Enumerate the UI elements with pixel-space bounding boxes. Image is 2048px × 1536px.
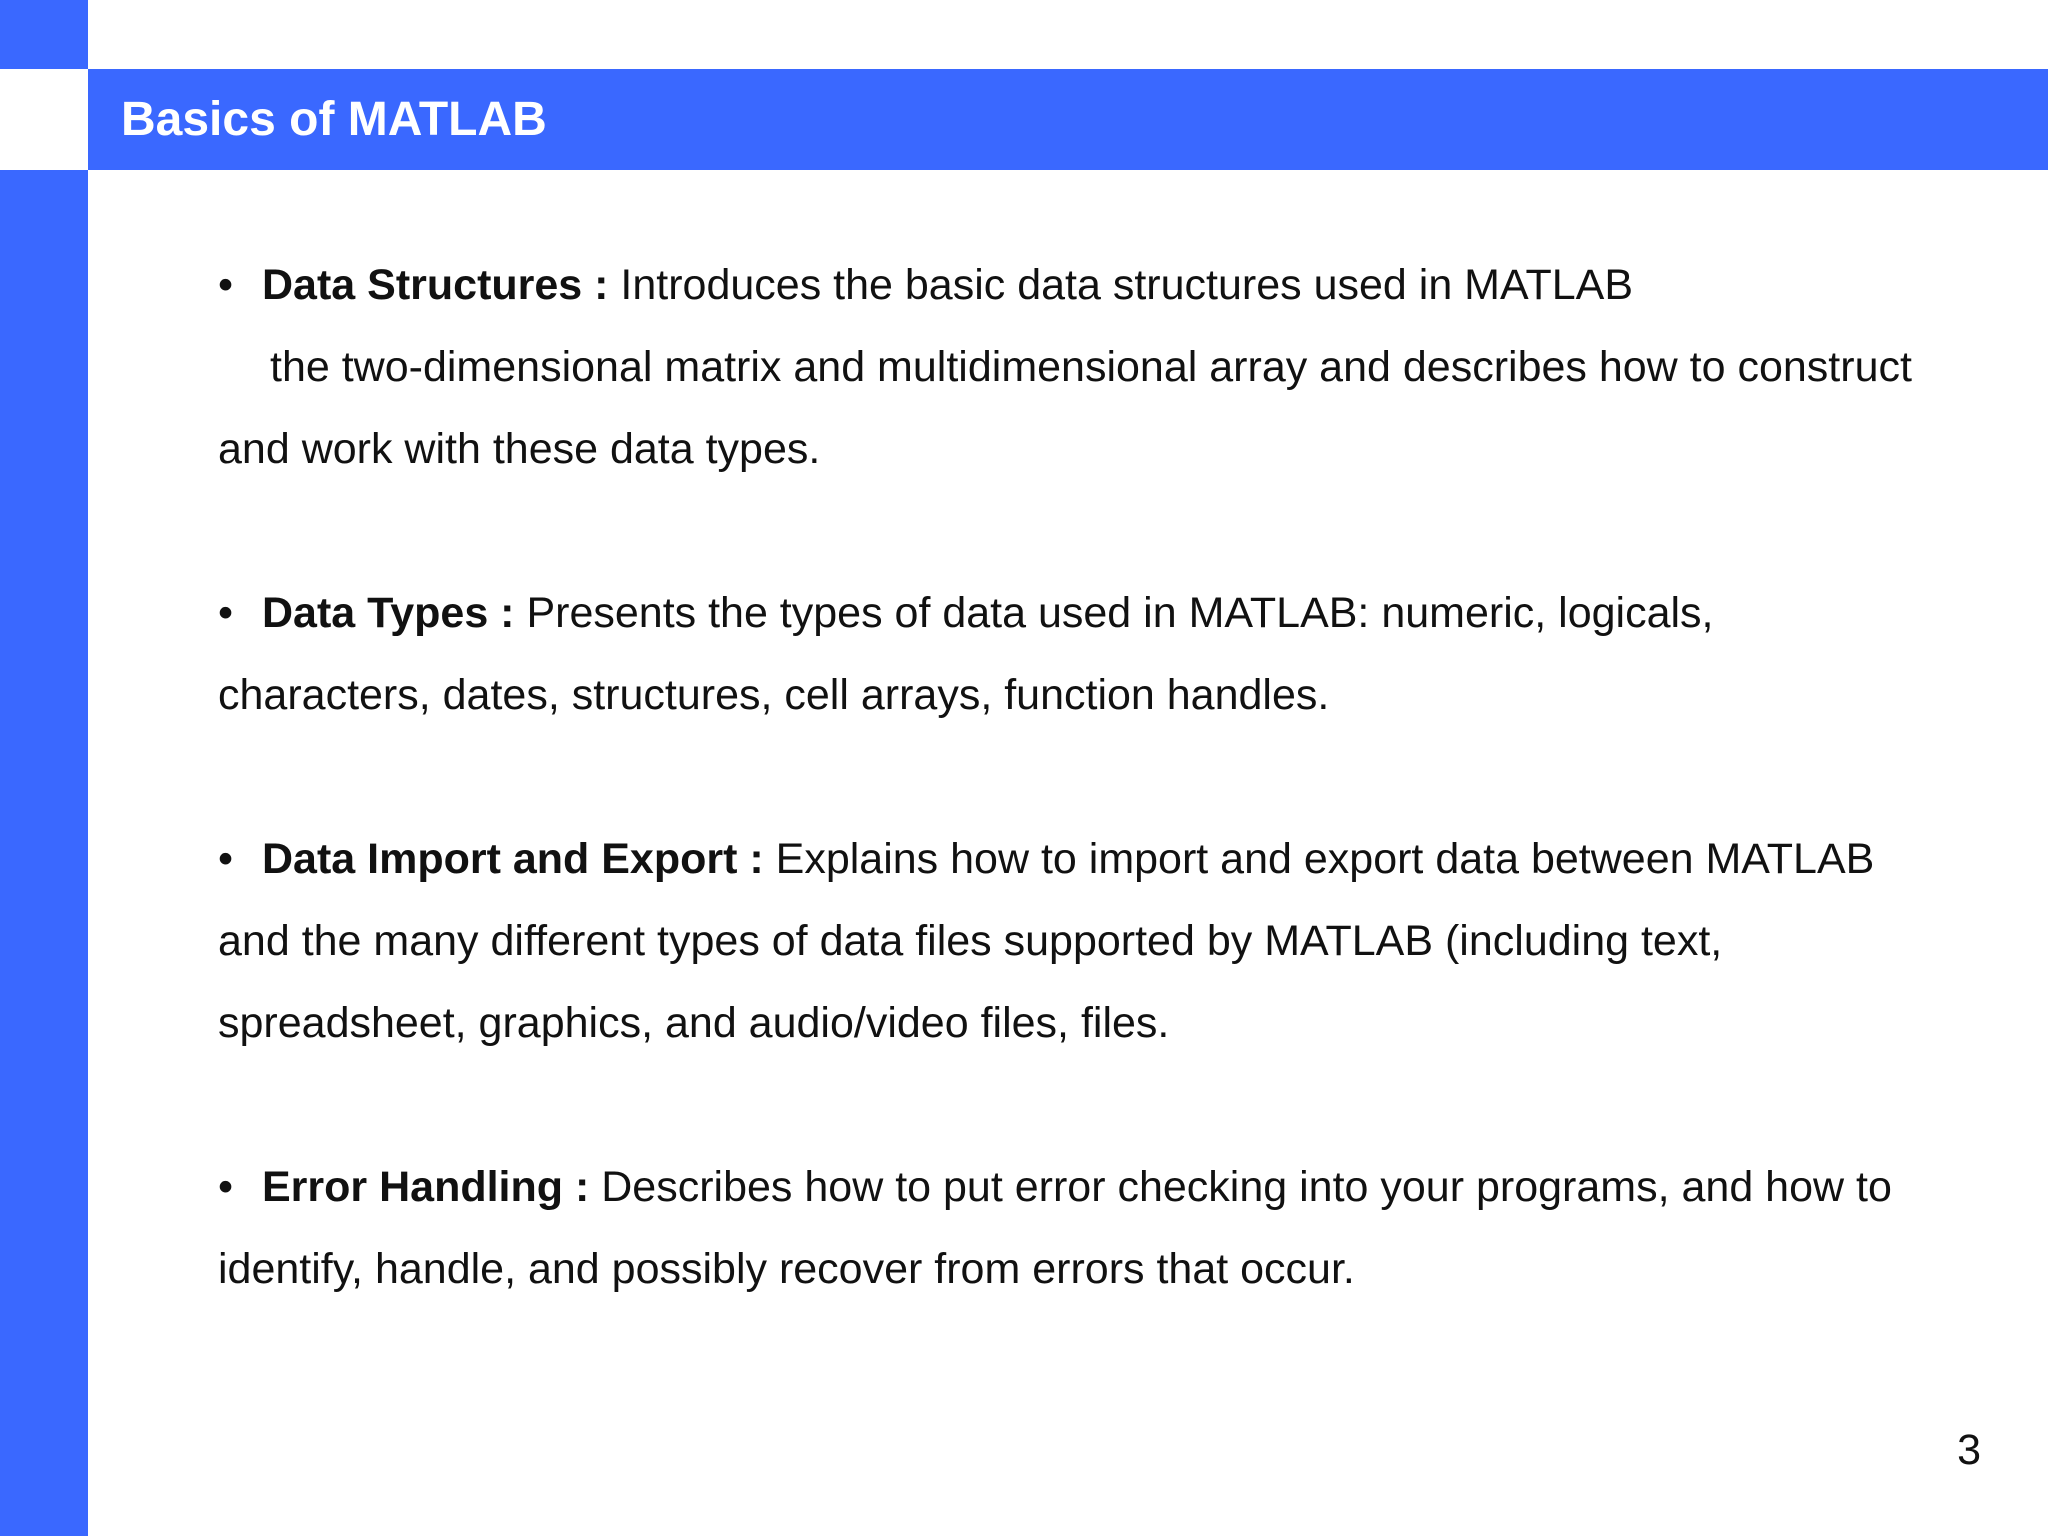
bullet-text: Explains how to import and export data between MATLAB <box>763 835 1875 883</box>
bullet-marker: • <box>218 589 234 637</box>
bullet-data-types <box>218 572 2018 736</box>
bullet-term: Data Types : <box>262 589 515 637</box>
bullet-data-structures <box>218 244 2018 490</box>
bullet-text: the two-dimensional matrix and multidimensional array and describes how to construct <box>270 343 1912 391</box>
bullet-error-handling <box>218 1146 2018 1310</box>
bullet-list <box>218 244 2018 1310</box>
bullet-term: Data Structures : <box>262 261 609 309</box>
bullet-marker: • <box>218 835 234 883</box>
corner-notch <box>0 69 88 170</box>
bullet-text: spreadsheet, graphics, and audio/video files, files. <box>218 999 1170 1047</box>
bullet-text: and the many different types of data files supported by MATLAB (including text, <box>218 917 1723 965</box>
bullet-data-import-export <box>218 818 2018 1064</box>
bullet-marker: • <box>218 261 234 309</box>
bullet-text: Presents the types of data used in MATLAB: numeric, logicals, <box>514 589 1714 637</box>
bullet-marker: • <box>218 1163 234 1211</box>
bullet-text: characters, dates, structures, cell arrays, function handles. <box>218 671 1330 719</box>
bullet-term: Data Import and Export : <box>262 835 764 883</box>
slide-title: Basics of MATLAB <box>121 93 547 146</box>
bullet-text: and work with these data types. <box>218 425 821 473</box>
left-accent-bar <box>0 0 88 1536</box>
bullet-text: Describes how to put error checking into your programs, and how to <box>589 1163 1892 1211</box>
bullet-text: Introduces the basic data structures used in MATLAB <box>608 261 1634 309</box>
bullet-term: Error Handling : <box>262 1163 590 1211</box>
bullet-text: identify, handle, and possibly recover from errors that occur. <box>218 1245 1355 1293</box>
page-number: 3 <box>1957 1426 1981 1474</box>
